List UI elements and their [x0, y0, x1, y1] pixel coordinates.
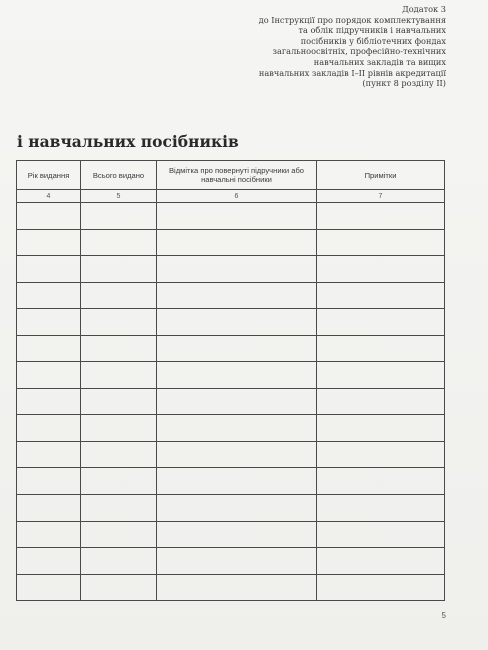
table-cell [17, 468, 81, 495]
table-row [17, 335, 445, 362]
table-cell [81, 521, 157, 548]
appendix-note [206, 4, 446, 89]
table-cell [317, 415, 445, 442]
table-row [17, 362, 445, 389]
table-cell [317, 574, 445, 601]
table-cell [81, 548, 157, 575]
table-cell [317, 548, 445, 575]
table-cell [157, 574, 317, 601]
table-cell [157, 521, 317, 548]
table-cell [317, 468, 445, 495]
table-row [17, 548, 445, 575]
table-cell [17, 495, 81, 522]
table-cell [81, 282, 157, 309]
table-cell [17, 548, 81, 575]
column-number: 4 [17, 190, 81, 203]
table-row [17, 203, 445, 230]
table-cell [317, 441, 445, 468]
table-cell [17, 521, 81, 548]
table-cell [317, 309, 445, 336]
table-cell [157, 388, 317, 415]
table-cell [157, 415, 317, 442]
table-cell [157, 548, 317, 575]
table-row [17, 468, 445, 495]
table-cell [317, 335, 445, 362]
table-cell [157, 441, 317, 468]
table-row [17, 495, 445, 522]
table-cell [317, 256, 445, 283]
table-cell [81, 495, 157, 522]
table-cell [157, 468, 317, 495]
table-cell [157, 229, 317, 256]
table-cell [317, 388, 445, 415]
table-cell [317, 203, 445, 230]
table-cell [17, 309, 81, 336]
table-cell [17, 335, 81, 362]
table-cell [81, 468, 157, 495]
column-number-row [17, 190, 445, 203]
table-row [17, 256, 445, 283]
column-number: 5 [81, 190, 157, 203]
table-cell [157, 362, 317, 389]
column-number: 6 [157, 190, 317, 203]
table-row [17, 282, 445, 309]
table-row [17, 574, 445, 601]
table-cell [17, 415, 81, 442]
table-cell [81, 309, 157, 336]
table-cell [17, 229, 81, 256]
table-cell [81, 388, 157, 415]
table-cell [81, 256, 157, 283]
table-cell [317, 362, 445, 389]
appendix-line: загальноосвітніх, професійно-технічних [272, 46, 446, 57]
appendix-line: Додаток 3 [402, 4, 446, 14]
page-title: і навчальних посібників [17, 132, 239, 151]
table-cell [157, 203, 317, 230]
table-cell [81, 362, 157, 389]
table-row [17, 521, 445, 548]
appendix-line: та облік підручників і навчальних [298, 25, 446, 36]
table-cell [81, 441, 157, 468]
column-number: 7 [317, 190, 445, 203]
table-header-row [17, 161, 445, 190]
page-number: 5 [441, 611, 446, 620]
table-cell [17, 574, 81, 601]
column-header-year: Рік видання [17, 161, 81, 190]
table-row [17, 309, 445, 336]
table-cell [157, 335, 317, 362]
table-cell [317, 282, 445, 309]
column-header-notes: Примітки [317, 161, 445, 190]
appendix-line: (пункт 8 розділу ІІ) [362, 78, 446, 89]
table-cell [17, 203, 81, 230]
table-cell [317, 229, 445, 256]
appendix-line: навчальних закладів І–ІІ рівнів акредитації [258, 67, 446, 78]
table-cell [81, 415, 157, 442]
table-row [17, 415, 445, 442]
table-cell [157, 309, 317, 336]
column-header-returned-mark: Відмітка про повернуті підручники або навчальні посібники [157, 161, 317, 190]
table-cell [17, 256, 81, 283]
table-cell [317, 495, 445, 522]
appendix-line: до Інструкції про порядок комплектування [258, 14, 446, 25]
table-cell [317, 521, 445, 548]
table-body [17, 203, 445, 601]
appendix-line: навчальних закладів та вищих [313, 56, 446, 67]
table-row [17, 388, 445, 415]
table-row [17, 441, 445, 468]
table-cell [81, 203, 157, 230]
column-header-total: Всього видано [81, 161, 157, 190]
table-cell [17, 362, 81, 389]
table-cell [157, 495, 317, 522]
table-cell [81, 335, 157, 362]
table-cell [157, 282, 317, 309]
table-cell [17, 388, 81, 415]
appendix-line: посібників у бібліотечних фондах [300, 35, 446, 46]
table-cell [17, 441, 81, 468]
table-cell [81, 229, 157, 256]
table-row [17, 229, 445, 256]
table-cell [81, 574, 157, 601]
table-cell [157, 256, 317, 283]
table-cell [17, 282, 81, 309]
register-table [16, 160, 445, 601]
